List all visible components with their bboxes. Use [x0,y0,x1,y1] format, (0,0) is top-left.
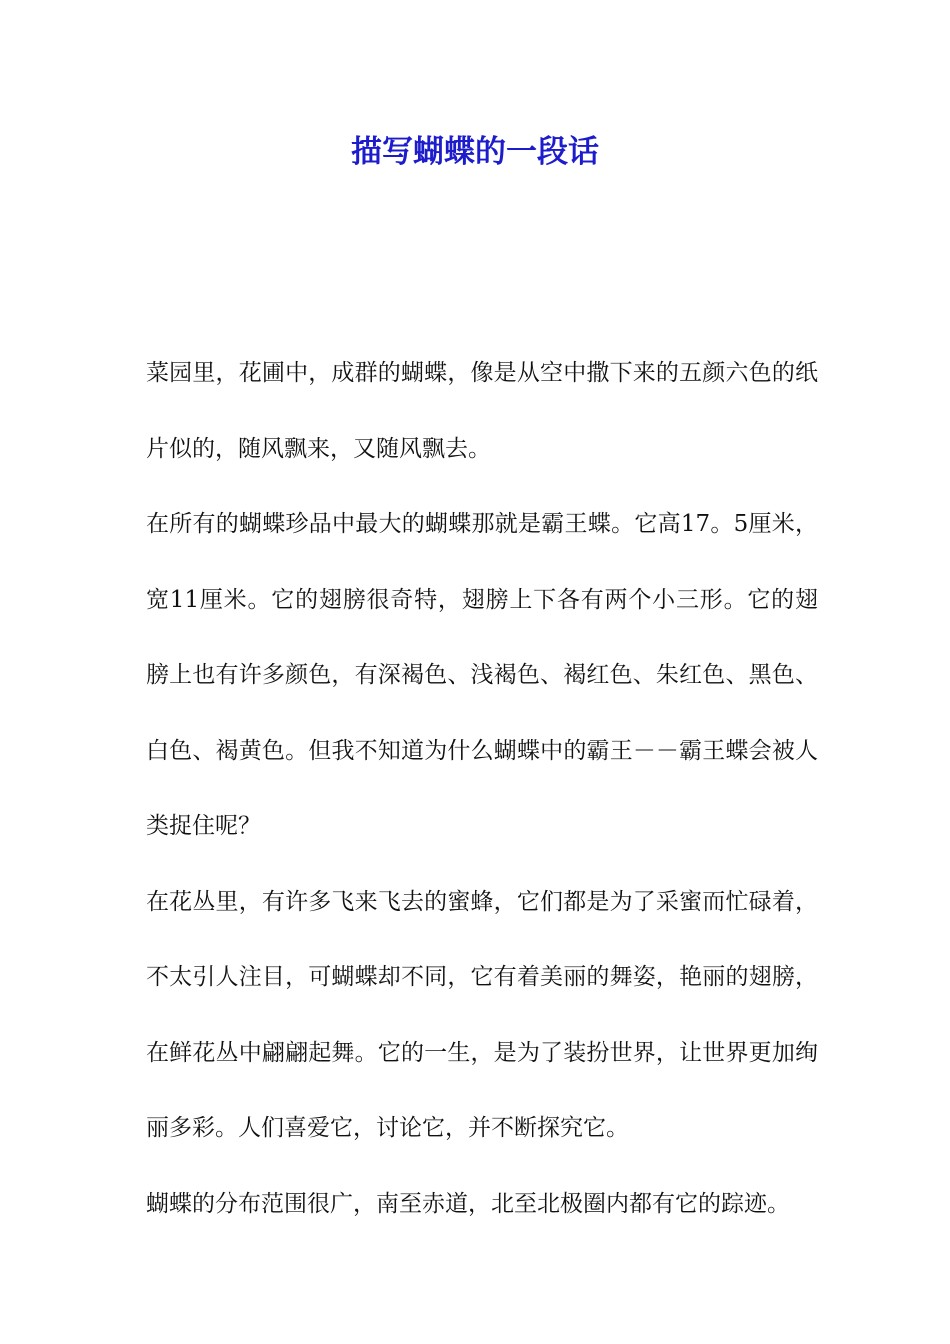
paragraph-1: 菜园里，花圃中，成群的蝴蝶，像是从空中撒下来的五颜六色的纸片似的，随风飘来，又随风飘去。 [146,360,818,462]
document-title: 描写蝴蝶的一段话 [351,134,599,170]
paragraph-2: 在所有的蝴蝶珍品中最大的蝴蝶那就是霸王蝶。它高17。5厘米，宽11厘米。它的翅膀很奇特，翅膀上下各有两个小三形。它的翅膀上也有许多颜色，有深褐色、浅褐色、褐红色、朱红色、黑色、白色、褐黄色。但我不知道为什么蝴蝶中的霸王－－霸王蝶会被人类捉住呢？ [146,511,818,839]
paragraph-4: 蝴蝶的分布范围很广，南至赤道，北至北极圈内都有它的踪迹。 [146,1190,790,1217]
document-body [146,336,818,1242]
paragraph-3: 在花丛里，有许多飞来飞去的蜜蜂，它们都是为了采蜜而忙碌着，不太引人注目，可蝴蝶却不同，它有着美丽的舞姿，艳丽的翅膀，在鲜花丛中翩翩起舞。它的一生，是为了装扮世界，让世界更加绚丽多彩。人们喜爱它，讨论它，并不断探究它。 [146,888,818,1141]
